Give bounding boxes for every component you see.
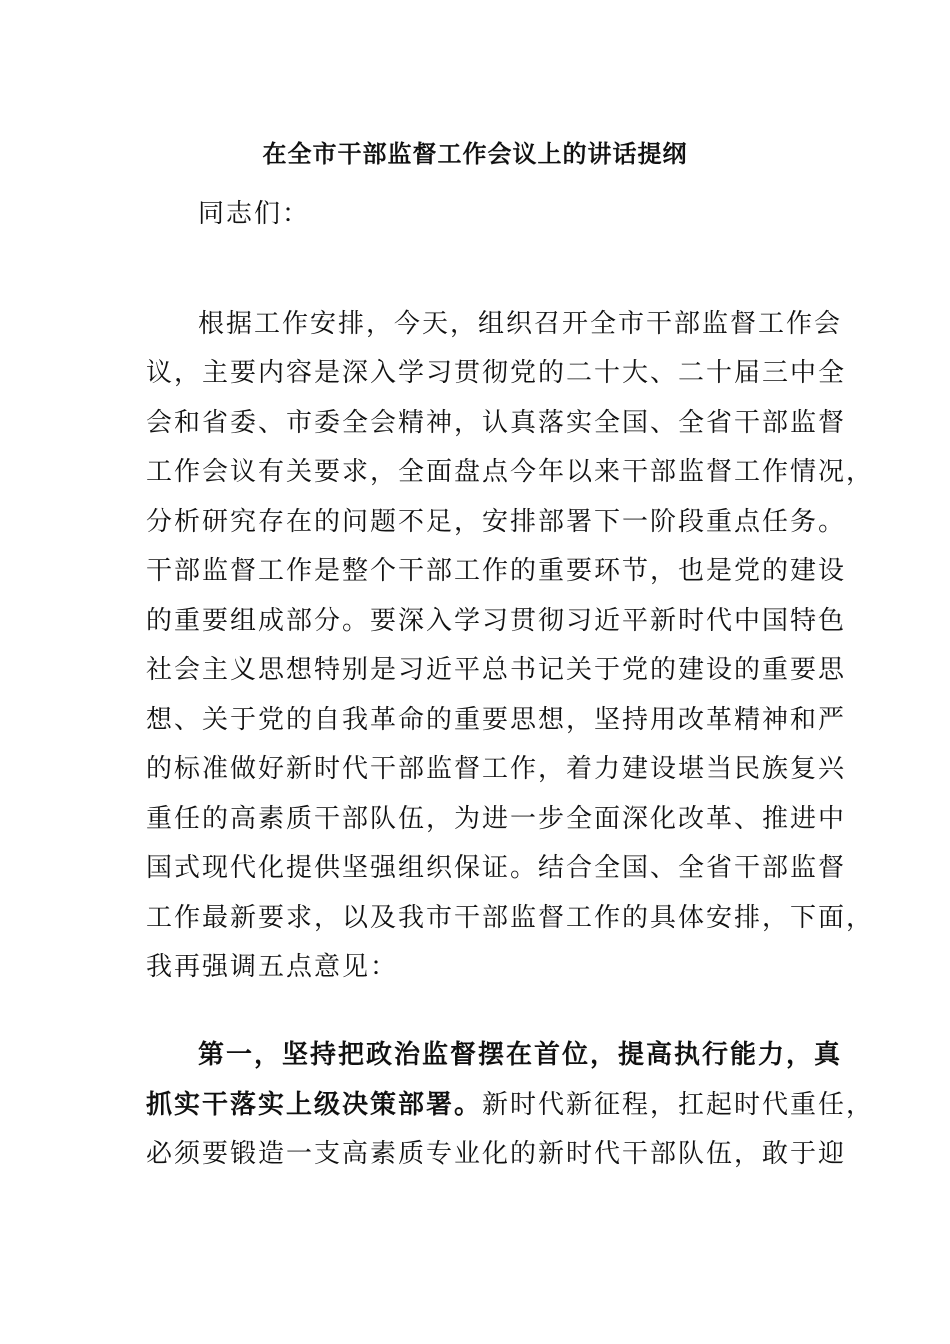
paragraph-line: 会和省委、市委全会精神，认真落实全国、全省干部监督 — [146, 408, 847, 438]
paragraph-line: 工作会议有关要求，全面盘点今年以来干部监督工作情况， — [146, 457, 875, 487]
paragraph-line: 想、关于党的自我革命的重要思想，坚持用改革精神和严 — [146, 705, 847, 735]
section-heading-continued: 抓实干落实上级决策部署。 — [146, 1090, 483, 1120]
paragraph-line: 必须要锻造一支高素质专业化的新时代干部队伍，敢于迎 — [146, 1139, 847, 1169]
paragraph-line: 我再强调五点意见： — [146, 952, 399, 982]
paragraph-line: 的重要组成部分。要深入学习贯彻习近平新时代中国特色 — [146, 606, 847, 636]
paragraph-line — [146, 1087, 875, 1123]
section-heading: 第一，坚持把政治监督摆在首位，提高执行能力，真 — [198, 1040, 843, 1070]
paragraph-line: 工作最新要求，以及我市干部监督工作的具体安排，下面， — [146, 903, 875, 933]
paragraph-line: 干部监督工作是整个干部工作的重要环节，也是党的建设 — [146, 556, 847, 586]
section-body-text: 新时代新征程，扛起时代重任， — [482, 1090, 875, 1120]
salutation: 同志们： — [198, 199, 311, 229]
paragraph-line: 议，主要内容是深入学习贯彻党的二十大、二十届三中全 — [146, 358, 847, 388]
document-title: 在全市干部监督工作会议上的讲话提纲 — [262, 139, 688, 168]
paragraph-line: 的标准做好新时代干部监督工作，着力建设堪当民族复兴 — [146, 754, 847, 784]
paragraph-line: 分析研究存在的问题不足，安排部署下一阶段重点任务。 — [146, 507, 847, 537]
paragraph-line: 社会主义思想特别是习近平总书记关于党的建设的重要思 — [146, 655, 847, 685]
paragraph-line: 国式现代化提供坚强组织保证。结合全国、全省干部监督 — [146, 853, 847, 883]
paragraph-line: 重任的高素质干部队伍，为进一步全面深化改革、推进中 — [146, 804, 847, 834]
paragraph-line: 根据工作安排，今天，组织召开全市干部监督工作会 — [198, 309, 843, 339]
